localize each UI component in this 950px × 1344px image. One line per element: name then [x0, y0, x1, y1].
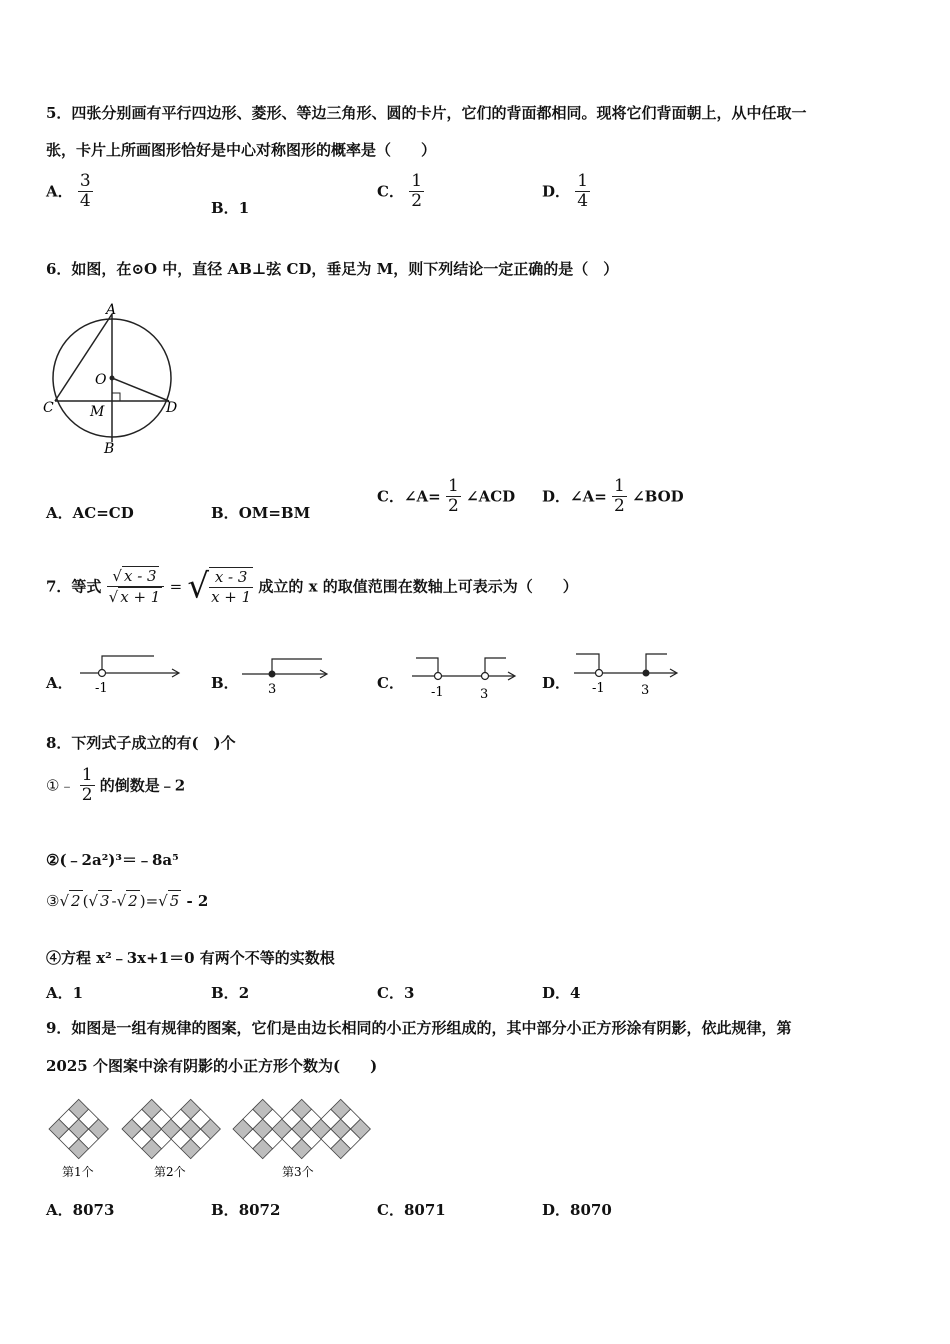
option-text: OM=BM	[238, 504, 311, 522]
right-angle-mark	[112, 393, 120, 401]
caption-3: 第3个	[282, 1165, 314, 1179]
q6-circle-figure	[40, 300, 190, 460]
option-text: 1	[238, 199, 250, 217]
option-label: C．	[377, 674, 404, 692]
q5-option-a[interactable]	[46, 172, 93, 211]
q5-option-c[interactable]	[377, 172, 424, 211]
pattern-1	[49, 1099, 108, 1158]
q8-option-a[interactable]	[46, 983, 83, 1003]
pattern-2	[122, 1099, 220, 1158]
q9-option-b[interactable]	[211, 1200, 280, 1220]
option-text: 3	[403, 984, 415, 1002]
option-label: B．	[211, 984, 239, 1002]
q7-left-fraction: $\frac{√ x - 3}{√ x + 1}$	[107, 566, 165, 607]
label-a: A	[106, 302, 117, 318]
q7-number-line-b	[240, 653, 335, 699]
option-text: 8073	[72, 1201, 115, 1219]
q6-option-c[interactable]	[377, 477, 515, 516]
q9-option-d[interactable]	[542, 1200, 612, 1220]
q8-option-b[interactable]	[211, 983, 249, 1003]
q7-right-radical: √	[187, 566, 210, 607]
center-point	[110, 376, 115, 381]
tick-label: -1	[431, 685, 444, 700]
option-label: B．	[211, 674, 239, 692]
q6-stem: 6．如图，在⊙O 中，直径 AB⊥弦 CD，垂足为 M，则下列结论一定正确的是（ ）	[46, 260, 619, 278]
q7-prefix: 7．等式	[46, 577, 102, 596]
option-text: 8072	[238, 1201, 281, 1219]
q9-option-a[interactable]	[46, 1200, 114, 1220]
fraction: $\frac{3}{4}$	[79, 171, 91, 211]
q5-option-b[interactable]	[211, 198, 249, 218]
option-suffix: ∠BOD	[632, 487, 684, 506]
q5-stem-line1: 5．四张分别画有平行四边形、菱形、等边三角形、圆的卡片，它们的背面都相同。现将它们背面朝上，从中任取一	[46, 104, 807, 122]
tick-label: 3	[268, 682, 277, 697]
q8-item-4: ④方程 x²﹣3x+1＝0 有两个不等的实数根	[46, 949, 335, 967]
option-label: A．	[46, 984, 73, 1002]
option-label: D．	[542, 182, 571, 201]
label-m: M	[90, 404, 105, 420]
q7-equals: =	[169, 577, 183, 596]
q7-suffix: 成立的 x 的取值范围在数轴上可表示为（ ）	[258, 577, 578, 596]
q8-item-2: ②(﹣2a²)³＝﹣8a⁵	[46, 851, 179, 869]
fraction: $\frac{1}{4}$	[577, 171, 589, 211]
label-c: C	[43, 400, 54, 416]
q7-stem	[46, 566, 578, 616]
label-d: D	[166, 400, 178, 416]
option-label: A．	[46, 504, 73, 522]
option-text: 8070	[570, 1201, 612, 1219]
option-text: 4	[570, 984, 581, 1002]
q8-item-1: ①﹣ $\frac{1}{2}$ 的倒数是﹣2	[46, 765, 186, 805]
fraction: $\frac{1}{2}$	[447, 476, 459, 516]
option-suffix: ∠ACD	[466, 487, 516, 506]
q9-option-c[interactable]	[377, 1200, 446, 1220]
q7-option-c[interactable]	[377, 673, 404, 693]
q6-option-d[interactable]	[542, 477, 684, 516]
q9-stem-line2: 2025 个图案中涂有阴影的小正方形个数为( )	[46, 1057, 378, 1075]
tick-label: -1	[592, 681, 605, 696]
q5-option-d[interactable]	[542, 172, 590, 211]
q8-stem: 8．下列式子成立的有( )个	[46, 734, 236, 752]
pattern-3	[233, 1099, 370, 1158]
q8-option-d[interactable]	[542, 983, 580, 1003]
q7-option-b[interactable]	[211, 673, 239, 693]
q7-option-d[interactable]	[542, 673, 570, 693]
option-prefix: ∠A=	[403, 487, 441, 506]
option-label: B．	[211, 199, 239, 217]
tick-label: 3	[641, 683, 650, 698]
q7-option-a[interactable]	[46, 673, 73, 693]
q6-option-a[interactable]	[46, 503, 134, 523]
q7-number-line-c	[410, 653, 525, 703]
option-label: A．	[46, 182, 73, 201]
option-label: B．	[211, 504, 239, 522]
q7-number-line-d	[572, 648, 687, 698]
option-text: 2	[238, 984, 250, 1002]
label-o: O	[95, 372, 107, 388]
tick-label: -1	[95, 681, 108, 696]
caption-2: 第2个	[154, 1165, 186, 1179]
q5-stem-line2: 张，卡片上所画图形恰好是中心对称图形的概率是（ ）	[46, 141, 437, 159]
fraction: $\frac{1}{2}$	[81, 765, 93, 805]
option-label: D．	[542, 984, 571, 1002]
option-label: C．	[377, 984, 404, 1002]
option-label: A．	[46, 674, 73, 692]
option-label: A．	[46, 1201, 73, 1219]
fraction: $\frac{1}{2}$	[614, 476, 625, 516]
q9-pattern-figure	[44, 1092, 374, 1187]
option-label: C．	[377, 182, 404, 201]
tick-label: 3	[480, 687, 489, 702]
option-label: C．	[377, 1201, 404, 1219]
q7-number-line-a	[78, 650, 188, 698]
option-label: B．	[211, 1201, 239, 1219]
segment-od	[112, 378, 169, 401]
option-label: D．	[542, 674, 571, 692]
q8-item-3: ③√ 2 (√ 3 -√ 2 )=√ 5 - 2	[46, 892, 209, 910]
q6-option-b[interactable]	[211, 503, 310, 523]
fraction: $\frac{1}{2}$	[411, 171, 423, 211]
option-text: AC=CD	[72, 504, 134, 522]
q7-right-fraction: $\frac{x - 3}{x + 1}$	[211, 567, 252, 606]
q9-stem-line1: 9．如图是一组有规律的图案，它们是由边长相同的小正方形组成的，其中部分小正方形涂有阴影，依此规律，第	[46, 1019, 792, 1037]
q8-option-c[interactable]	[377, 983, 414, 1003]
option-text: 8071	[403, 1201, 446, 1219]
option-label: D．	[542, 487, 571, 506]
label-b: B	[104, 441, 115, 457]
option-prefix: ∠A=	[570, 487, 607, 506]
caption-1: 第1个	[62, 1165, 94, 1179]
option-label: D．	[542, 1201, 571, 1219]
option-text: 1	[72, 984, 84, 1002]
option-label: C．	[377, 487, 404, 506]
